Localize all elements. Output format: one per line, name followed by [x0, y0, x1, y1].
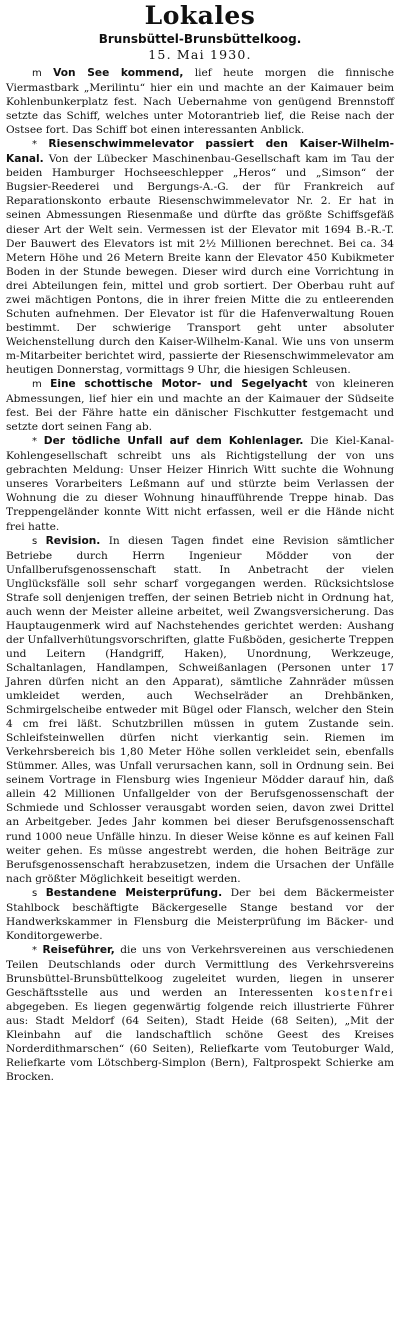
article-reisefuehrer	[6, 943, 394, 1084]
place-heading: Brunsbüttel-Brunsbüttelkoog.	[98, 32, 302, 46]
article-body: lief heute morgen die finnische Viermastbark „Merilintu“ hier ein und machte an der Kaimauer beim Kohlenbunkerplatz fest. Nach Uebernahme von genügend Brennstoff setzte das Schiff, welches unter Motorantrieb lief, die Reise nach der Ostsee fort. Das Schiff bot einen interessanten Anblick.	[6, 67, 394, 137]
article-body: Von der Lübecker Maschinenbau-Gesellschaft kam im Tau der beiden Hamburger Hochseeschlepper „Heros“ und „Simson“ der Bugsier-Reederei und Bergungs-A.-G. der für Frankreich auf Reparationskonto erbaute Riesenschwimmelevator Nr. 2. Er hat in seinen Abmessungen Riesenmaße und dürfte das größte Schiffsgefäß dieser Art der Welt sein. Vermessen ist der Elevator mit 1694 B.-R.-T. Der Bauwert des Elevators ist mit 2½ Millionen berechnet. Bei ca. 34 Metern Höhe und 26 Metern Breite kann der Elevator 450 Kubikmeter Boden in der Stunde bewegen. Dieser wird durch eine Vorrichtung in drei Abteilungen fein, mittel und grob sortiert. Der Oberbau ruht auf zwei mächtigen Pontons, die in ihrer freien Mitte die zu entleerenden Schuten aufnehmen. Der Elevator ist für die Hafenverwaltung Rouen bestimmt. Der schwierige Transport geht unter absoluter Weichenstellung durch den Kaiser-Wilhelm-Kanal. Wie uns von unserm m-Mitarbeiter berichtet wird, passierte der Riesenschwimmelevator am heutigen Donnerstag, vormittags 9 Uhr, die hiesigen Schleusen.	[6, 153, 394, 376]
article-riesenschwimmelevator	[6, 137, 394, 377]
article-mark: s	[32, 887, 38, 899]
article-headline: Der tödliche Unfall auf dem Kohlenlager.	[43, 435, 304, 448]
article-headline: Riesenschwimmelevator passiert den Kaiser-Wilhelm-Kanal.	[6, 138, 394, 166]
article-body: Die Kiel-Kanal-Kohlengesellschaft schreibt uns als Richtigstellung der von uns gebrachten Meldung: Unser Heizer Hinrich Witt suchte die Wohnung unseres Vorarbeiters Leßmann auf und stürzte beim Verlassen der Wohnung die zu dieser Wohnung hinaufführende Treppe hinab. Das Treppengeländer konnte Witt nicht erfassen, weil er die Hände nicht frei hatte.	[6, 435, 394, 533]
article-headline: Eine schottische Motor- und Segelyacht	[50, 378, 308, 391]
article-body: von kleineren Abmessungen, lief hier ein und machte an der Kaimauer der Südseite fest. Bei der Fähre hatte ein dänischer Fischkutter festgemacht und setzte dort seinen Fang ab.	[6, 378, 394, 434]
article-mark: *	[32, 436, 37, 448]
article-meisterpruefung	[6, 886, 394, 943]
article-body: Der bei dem Bäckermeister Stahlbock beschäftigte Bäckergeselle Stange bestand vor der Handwerkskammer in Flensburg die Meisterprüfung im Bäcker- und Konditorgewerbe.	[6, 886, 394, 942]
article-segelyacht	[6, 377, 394, 434]
date-line: 15. Mai 1930.	[148, 47, 252, 62]
article-headline: Bestandene Meisterprüfung.	[45, 886, 223, 899]
article-mark: m	[32, 68, 42, 79]
section-title: Lokales	[144, 1, 256, 30]
article-mark: *	[32, 139, 37, 151]
article-headline: Revision.	[45, 534, 101, 547]
article-revision	[6, 534, 394, 886]
article-spaced-word: kostenfrei	[324, 987, 394, 1000]
article-body-part: die uns von Verkehrsvereinen aus verschiedenen Teilen Deutschlands oder durch Vermittlung des Verkehrsvereins Brunsbüttel-Brunsbüttelkoog zugeleitet wurden, liegen in unserer Geschäftsstelle aus und werden an Interessenten	[6, 943, 394, 1000]
article-body-part: abgegeben. Es liegen gegenwärtig folgende reich illustrierte Führer aus: Stadt Meldorf (64 Seiten), Stadt Heide (68 Seiten), „Mit der Kleinbahn auf die landschaftlich schöne Geest des Kreises Norderdithmarschen“ (60 Seiten), Reliefkarte vom Teutoburger Wald, Reliefkarte vom Lötschberg-Simplon (Bern), Faltprospekt Schierke am Brocken.	[6, 1001, 394, 1084]
article-headline: Reiseführer,	[42, 943, 115, 956]
article-mark: m	[32, 379, 42, 391]
article-headline: Von See kommend,	[53, 67, 184, 79]
article-mark: s	[32, 535, 38, 547]
article-see-kommend	[6, 66, 394, 137]
article-body: In diesen Tagen findet eine Revision sämtlicher Betriebe durch Herrn Ingenieur Mödder von der Unfallberufsgenossenschaft statt. In Anbetracht der vielen Unglücksfälle soll sehr scharf vorgegangen werden. Rücksichtslose Strafe soll denjenigen treffen, der seinen Betrieb nicht in Ordnung hat, auch wenn der Meister alleine arbeitet, weil Zwangsversicherung. Das Hauptaugenmerk wird auf Nachstehendes gerichtet werden: Aushang der Unfallverhütungsvorschriften, glatte Fußböden, gesicherte Treppen und Leitern (Handgriff, Haken), Unordnung, Werkzeuge, Schaltanlagen, Handlampen, Schweißanlagen (Personen unter 17 Jahren dürfen nicht an den Apparat), sämtliche Zahnräder müssen umkleidet werden, auch Wechselräder an Drehbänken, Schmirgelscheibe entweder mit Bügel oder Flansch, welcher den Stein 4 cm frei läßt. Schutzbrillen müssen in gutem Zustande sein. Schleifsteinwellen dürfen nicht vierkantig sein. Riemen im Verkehrsbereich bis 1,80 Meter Höhe sollen verkleidet sein, ebenfalls Stümmer. Alles, was Unfall verursachen kann, soll in Ordnung sein. Bei seinem Vortrage in Flensburg wies Ingenieur Mödder darauf hin, daß allein 42 Millionen Unfallgelder von der Berufsgenossenschaft der Schmiede und Schlosser verausgabt worden seien, davon zwei Drittel an Arbeitgeber. Jedes Jahr kommen bei dieser Berufsgenossenschaft rund 1000 neue Unfälle hinzu. In dieser Weise könne es auf keinen Fall weiter gehen. Es müsse angestrebt werden, die hohen Beiträge zur Berufsgenossenschaft herabzusetzen, indem die Ursachen der Unfälle nach größter Möglichkeit beseitigt werden.	[6, 534, 395, 885]
article-mark: *	[32, 944, 37, 956]
article-unfall-kohlenlager	[6, 434, 394, 533]
